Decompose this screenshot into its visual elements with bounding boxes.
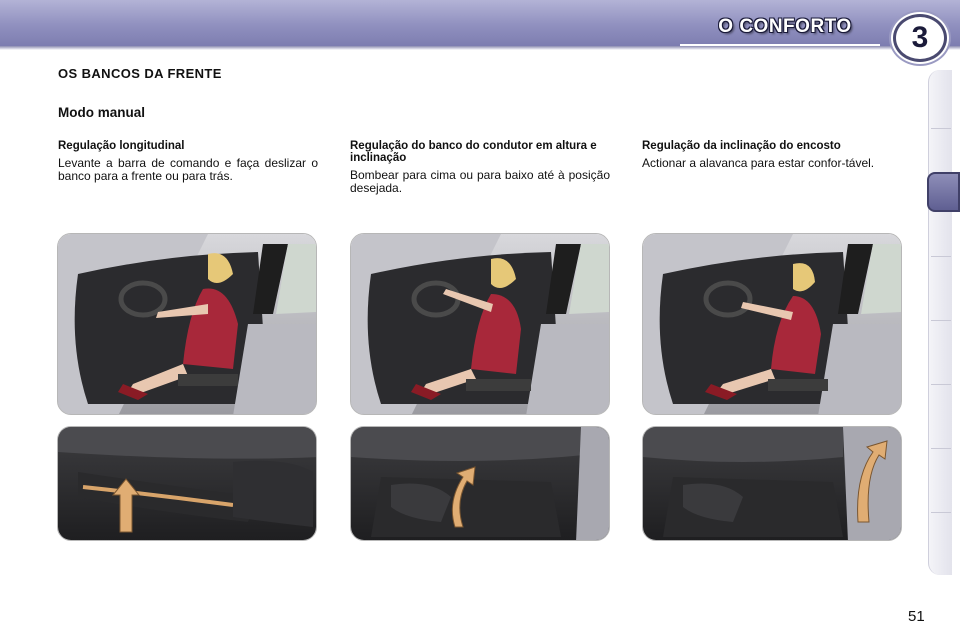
column-heading: Regulação do banco do condutor em altura e inclinação bbox=[350, 140, 597, 164]
column-body: Bombear para cima ou para baixo até à posição desejada. bbox=[350, 168, 610, 195]
seat-illustration-height bbox=[350, 233, 610, 415]
column-heading: Regulação longitudinal bbox=[58, 140, 185, 152]
column-height bbox=[350, 140, 610, 195]
header-shadow bbox=[0, 46, 960, 50]
subsection-title: Modo manual bbox=[58, 105, 145, 120]
column-body: Actionar a alavanca para estar confor-tável. bbox=[642, 156, 875, 170]
column-body: Levante a barra de comando e faça deslizar o banco para a frente ou para trás. bbox=[58, 156, 318, 183]
chapter-tab-strip bbox=[928, 70, 952, 575]
longitudinal-bar-closeup bbox=[57, 426, 317, 541]
seat-illustration-longitudinal bbox=[57, 233, 317, 415]
column-backrest bbox=[642, 140, 902, 170]
height-pump-closeup bbox=[350, 426, 610, 541]
chapter-tab-active[interactable] bbox=[927, 172, 960, 212]
chapter-number-badge: 3 bbox=[893, 14, 947, 62]
column-longitudinal bbox=[58, 140, 318, 183]
chapter-title: O CONFORTO bbox=[718, 16, 852, 37]
column-heading: Regulação da inclinação do encosto bbox=[642, 140, 841, 152]
section-title: OS BANCOS DA FRENTE bbox=[58, 66, 222, 81]
header-ribbon bbox=[680, 44, 880, 46]
seat-illustration-backrest bbox=[642, 233, 902, 415]
backrest-lever-closeup bbox=[642, 426, 902, 541]
page-number: 51 bbox=[908, 608, 925, 625]
